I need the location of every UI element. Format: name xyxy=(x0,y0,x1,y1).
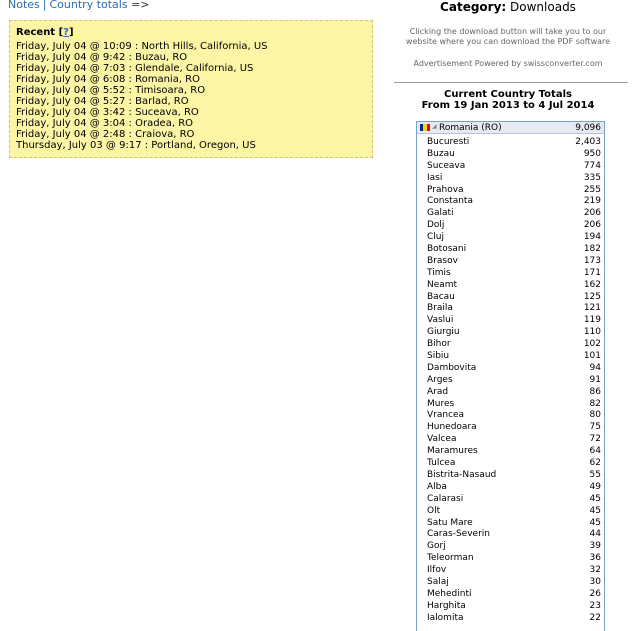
region-count: 45 xyxy=(589,517,601,528)
region-row xyxy=(417,362,604,374)
region-count: 30 xyxy=(589,576,601,587)
region-name: Iasi xyxy=(427,172,443,183)
region-name: Timis xyxy=(427,267,451,278)
region-name: Mehedinti xyxy=(427,588,472,599)
region-name: Bistrita-Nasaud xyxy=(427,469,497,480)
recent-entry: Friday, July 04 @ 5:27 : Barlad, RO xyxy=(16,96,189,107)
totals-title-line1: Current Country Totals xyxy=(444,89,572,100)
region-count: 121 xyxy=(583,303,601,314)
country-name: Romania (RO) xyxy=(439,123,502,133)
collapse-toggle-icon[interactable]: ◢ xyxy=(432,123,437,130)
region-name: Hunedoara xyxy=(427,422,477,433)
recent-entry: Friday, July 04 @ 6:08 : Romania, RO xyxy=(16,74,200,85)
region-count: 125 xyxy=(583,291,601,302)
region-name: Arges xyxy=(427,374,453,385)
region-name: Vaslui xyxy=(427,315,454,326)
region-row xyxy=(417,540,604,552)
nav-separator: | xyxy=(42,0,47,11)
region-row xyxy=(417,505,604,517)
region-name: Buzau xyxy=(427,148,455,159)
region-name: Valcea xyxy=(427,434,457,445)
notes-link[interactable]: Notes xyxy=(8,0,40,11)
country-row-romania[interactable] xyxy=(417,122,604,134)
download-note xyxy=(390,27,626,47)
region-row xyxy=(417,136,604,148)
region-count: 110 xyxy=(583,327,601,338)
region-count: 162 xyxy=(583,279,601,290)
country-totals-list xyxy=(416,121,605,631)
region-count: 36 xyxy=(589,553,601,564)
region-count: 22 xyxy=(589,612,601,623)
region-row xyxy=(417,528,604,540)
region-count: 2,403 xyxy=(575,137,601,147)
region-row xyxy=(417,517,604,529)
region-row xyxy=(417,481,604,493)
region-row xyxy=(417,219,604,231)
region-count: 182 xyxy=(583,244,601,255)
nav-arrow: => xyxy=(131,0,150,11)
region-count: 194 xyxy=(583,232,601,243)
region-row xyxy=(417,195,604,207)
region-row xyxy=(417,374,604,386)
region-name: Mures xyxy=(427,398,455,409)
region-row xyxy=(417,350,604,362)
region-name: Salaj xyxy=(427,576,449,587)
region-row xyxy=(417,207,604,219)
region-count: 335 xyxy=(583,172,601,183)
region-count: 94 xyxy=(589,362,601,373)
recent-entry: Friday, July 04 @ 3:42 : Suceava, RO xyxy=(16,107,199,118)
country-totals-link[interactable]: Country totals xyxy=(49,0,128,11)
region-count: 23 xyxy=(589,600,601,611)
recent-list xyxy=(16,41,366,151)
region-row xyxy=(417,279,604,291)
region-name: Braila xyxy=(427,303,453,314)
category-prefix: Category: xyxy=(440,0,507,14)
region-row xyxy=(417,469,604,481)
region-name: Galati xyxy=(427,208,454,219)
region-count: 101 xyxy=(583,351,601,362)
region-name: Gorj xyxy=(427,541,446,552)
recent-title xyxy=(16,27,366,39)
region-count: 86 xyxy=(589,386,601,397)
region-count: 91 xyxy=(589,374,601,385)
totals-title xyxy=(390,89,626,111)
region-count: 80 xyxy=(589,410,601,421)
region-row xyxy=(417,493,604,505)
region-row xyxy=(417,386,604,398)
region-count: 49 xyxy=(589,481,601,492)
divider xyxy=(394,82,628,83)
region-count: 774 xyxy=(583,160,601,171)
region-count: 64 xyxy=(589,446,601,457)
region-name: Maramures xyxy=(427,446,478,457)
region-name: Brasov xyxy=(427,255,458,266)
region-row xyxy=(417,291,604,303)
category-value: Downloads xyxy=(510,0,576,14)
region-count: 173 xyxy=(583,255,601,266)
region-row xyxy=(417,314,604,326)
region-name: Ialomita xyxy=(427,612,464,623)
region-name: Harghita xyxy=(427,600,466,611)
top-nav xyxy=(8,0,150,11)
region-count: 119 xyxy=(583,315,601,326)
region-name: Olt xyxy=(427,505,441,516)
region-row xyxy=(417,243,604,255)
region-name: Suceava xyxy=(427,160,466,171)
recent-entry: Friday, July 04 @ 7:03 : Glendale, California, US xyxy=(16,63,254,74)
region-row xyxy=(417,148,604,160)
region-name: Vrancea xyxy=(427,410,465,421)
region-row xyxy=(417,445,604,457)
region-name: Giurgiu xyxy=(427,327,460,338)
region-name: Tulcea xyxy=(427,458,456,469)
region-name: Dambovita xyxy=(427,362,477,373)
totals-title-line2: From 19 Jan 2013 to 4 Jul 2014 xyxy=(421,100,595,111)
region-row xyxy=(417,588,604,600)
region-row xyxy=(417,433,604,445)
region-row xyxy=(417,576,604,588)
romania-flag-icon xyxy=(420,124,430,131)
region-row xyxy=(417,409,604,421)
recent-panel xyxy=(9,20,373,158)
region-row xyxy=(417,552,604,564)
region-name: Botosani xyxy=(427,244,467,255)
recent-entry: Thursday, July 03 @ 9:17 : Portland, Oregon, US xyxy=(16,140,256,151)
region-count: 45 xyxy=(589,493,601,504)
region-count: 39 xyxy=(589,541,601,552)
region-row xyxy=(417,338,604,350)
region-name: Neamt xyxy=(427,279,458,290)
region-list xyxy=(417,136,604,624)
region-row xyxy=(417,612,604,624)
region-row xyxy=(417,600,604,612)
region-name: Bihor xyxy=(427,339,451,350)
region-count: 255 xyxy=(583,184,601,195)
recent-heading: Recent xyxy=(16,27,56,38)
region-name: Arad xyxy=(427,386,449,397)
region-name: Sibiu xyxy=(427,351,450,362)
region-count: 206 xyxy=(583,208,601,219)
help-bracket-close: ] xyxy=(68,27,74,38)
region-count: 171 xyxy=(583,267,601,278)
region-row xyxy=(417,398,604,410)
region-name: Caras-Severin xyxy=(427,529,490,540)
region-count: 44 xyxy=(589,529,601,540)
region-name: Bucuresti xyxy=(427,137,470,147)
region-count: 102 xyxy=(583,339,601,350)
country-total: 9,096 xyxy=(575,123,601,133)
region-name: Satu Mare xyxy=(427,517,473,528)
region-count: 206 xyxy=(583,220,601,231)
region-row xyxy=(417,255,604,267)
region-row xyxy=(417,267,604,279)
region-count: 72 xyxy=(589,434,601,445)
region-row xyxy=(417,564,604,576)
recent-entry: Friday, July 04 @ 2:48 : Craiova, RO xyxy=(16,129,195,140)
region-count: 75 xyxy=(589,422,601,433)
region-row xyxy=(417,421,604,433)
recent-entry: Friday, July 04 @ 5:52 : Timisoara, RO xyxy=(16,85,206,96)
region-name: Bacau xyxy=(427,291,455,302)
region-count: 62 xyxy=(589,458,601,469)
region-name: Prahova xyxy=(427,184,464,195)
region-count: 45 xyxy=(589,505,601,516)
region-name: Calarasi xyxy=(427,493,464,504)
region-name: Dolj xyxy=(427,220,445,231)
region-count: 950 xyxy=(583,148,601,159)
download-note-line2: website where you can download the PDF software xyxy=(405,37,611,46)
region-name: Alba xyxy=(427,481,447,492)
region-count: 82 xyxy=(589,398,601,409)
region-row xyxy=(417,326,604,338)
region-row xyxy=(417,184,604,196)
advertisement-text: Advertisement Powered by swissconverter.com xyxy=(413,59,603,68)
region-count: 26 xyxy=(589,588,601,599)
help-link[interactable]: ? xyxy=(63,27,69,38)
recent-entry: Friday, July 04 @ 9:42 : Buzau, RO xyxy=(16,52,188,63)
help-bracket-open: [ xyxy=(58,27,64,38)
region-count: 55 xyxy=(589,469,601,480)
category-heading xyxy=(390,0,626,14)
region-row xyxy=(417,172,604,184)
region-name: Teleorman xyxy=(427,553,474,564)
download-note-line1: Clicking the download button will take you to our xyxy=(409,27,607,36)
region-row xyxy=(417,457,604,469)
region-row xyxy=(417,160,604,172)
region-row xyxy=(417,231,604,243)
recent-entry: Friday, July 04 @ 3:04 : Oradea, RO xyxy=(16,118,194,129)
recent-entry: Friday, July 04 @ 10:09 : North Hills, California, US xyxy=(16,41,268,52)
region-name: Ilfov xyxy=(427,565,447,576)
region-name: Constanta xyxy=(427,196,473,207)
region-count: 32 xyxy=(589,565,601,576)
region-name: Cluj xyxy=(427,232,444,243)
region-count: 219 xyxy=(583,196,601,207)
region-row xyxy=(417,302,604,314)
